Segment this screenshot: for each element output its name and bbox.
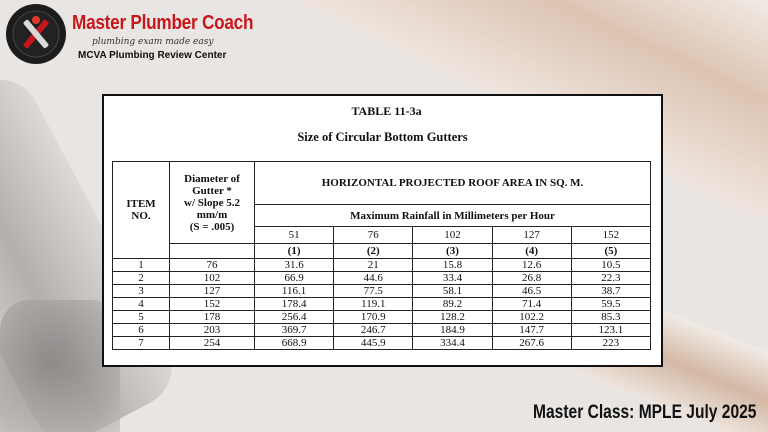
diameter-cell: 127 <box>170 285 255 298</box>
area-cell: 128.2 <box>413 311 492 324</box>
area-cell: 184.9 <box>413 324 492 337</box>
area-cell: 31.6 <box>255 259 334 272</box>
rainfall-rate: 102 <box>413 227 492 244</box>
area-cell: 369.7 <box>255 324 334 337</box>
diameter-header-line-1: Diameter of <box>184 172 240 185</box>
table-caption: Size of Circular Bottom Gutters <box>297 130 468 144</box>
area-cell: 44.6 <box>334 272 413 285</box>
area-cell: 89.2 <box>413 298 492 311</box>
rainfall-rate: 127 <box>492 227 571 244</box>
area-cell: 246.7 <box>334 324 413 337</box>
brand-logo <box>6 4 66 64</box>
area-cell: 58.1 <box>413 285 492 298</box>
diameter-header-line-4: mm/m <box>196 208 228 221</box>
item-number-cell: 3 <box>113 285 170 298</box>
item-header-line-2: NO. <box>131 210 151 222</box>
area-cell: 178.4 <box>255 298 334 311</box>
table-body <box>113 259 651 350</box>
table-row <box>113 259 651 272</box>
diameter-cell: 102 <box>170 272 255 285</box>
rainfall-rate: 51 <box>255 227 334 244</box>
area-cell: 668.9 <box>255 337 334 350</box>
table-row <box>113 272 651 285</box>
column-number: (1) <box>255 244 334 259</box>
rainfall-rate: 152 <box>571 227 650 244</box>
wrench-icon <box>11 9 61 59</box>
area-cell: 223 <box>571 337 650 350</box>
rainfall-header: Maximum Rainfall in Millimeters per Hour <box>255 205 651 227</box>
brand-review-center: MCVA Plumbing Review Center <box>78 50 227 61</box>
area-cell: 256.4 <box>255 311 334 324</box>
item-number-cell: 7 <box>113 337 170 350</box>
area-cell: 102.2 <box>492 311 571 324</box>
blank-cell <box>170 244 255 259</box>
area-cell: 123.1 <box>571 324 650 337</box>
area-cell: 21 <box>334 259 413 272</box>
area-cell: 59.5 <box>571 298 650 311</box>
table-row <box>113 337 651 350</box>
area-cell: 170.9 <box>334 311 413 324</box>
table-row <box>113 285 651 298</box>
item-header-line-1: ITEM <box>126 198 156 210</box>
table-number: TABLE 11-3a <box>351 104 422 118</box>
table-panel <box>102 94 663 367</box>
item-number-cell: 6 <box>113 324 170 337</box>
area-cell: 26.8 <box>492 272 571 285</box>
item-number-cell: 2 <box>113 272 170 285</box>
area-cell: 22.3 <box>571 272 650 285</box>
item-number-cell: 5 <box>113 311 170 324</box>
column-number: (4) <box>492 244 571 259</box>
item-number-cell: 4 <box>113 298 170 311</box>
area-cell: 267.6 <box>492 337 571 350</box>
diameter-header-line-3: w/ Slope 5.2 <box>184 196 240 209</box>
area-cell: 46.5 <box>492 285 571 298</box>
diameter-header <box>170 162 255 244</box>
diameter-cell: 178 <box>170 311 255 324</box>
area-cell: 10.5 <box>571 259 650 272</box>
rainfall-rate: 76 <box>334 227 413 244</box>
footer-course-title: Master Class: MPLE July 2025 <box>532 402 756 423</box>
area-cell: 85.3 <box>571 311 650 324</box>
table-row <box>113 311 651 324</box>
diameter-header-line-2: Gutter * <box>192 184 232 197</box>
column-number: (5) <box>571 244 650 259</box>
area-cell: 147.7 <box>492 324 571 337</box>
table-row <box>113 324 651 337</box>
item-no-header <box>113 162 170 259</box>
diameter-cell: 76 <box>170 259 255 272</box>
column-number: (2) <box>334 244 413 259</box>
item-number-cell: 1 <box>113 259 170 272</box>
area-cell: 12.6 <box>492 259 571 272</box>
area-cell: 334.4 <box>413 337 492 350</box>
diameter-cell: 254 <box>170 337 255 350</box>
area-cell: 71.4 <box>492 298 571 311</box>
column-number: (3) <box>413 244 492 259</box>
area-cell: 38.7 <box>571 285 650 298</box>
area-cell: 15.8 <box>413 259 492 272</box>
area-cell: 116.1 <box>255 285 334 298</box>
table-row <box>113 298 651 311</box>
area-cell: 119.1 <box>334 298 413 311</box>
area-cell: 445.9 <box>334 337 413 350</box>
brand-tagline: plumbing exam made easy <box>92 37 214 47</box>
area-cell: 77.5 <box>334 285 413 298</box>
brand-title: Master Plumber Coach <box>72 12 254 34</box>
diameter-header-line-5: (S = .005) <box>189 220 235 233</box>
diameter-cell: 152 <box>170 298 255 311</box>
diameter-cell: 203 <box>170 324 255 337</box>
roof-area-header: HORIZONTAL PROJECTED ROOF AREA IN SQ. M. <box>255 162 651 205</box>
area-cell: 66.9 <box>255 272 334 285</box>
gutter-size-table <box>112 161 651 350</box>
area-cell: 33.4 <box>413 272 492 285</box>
